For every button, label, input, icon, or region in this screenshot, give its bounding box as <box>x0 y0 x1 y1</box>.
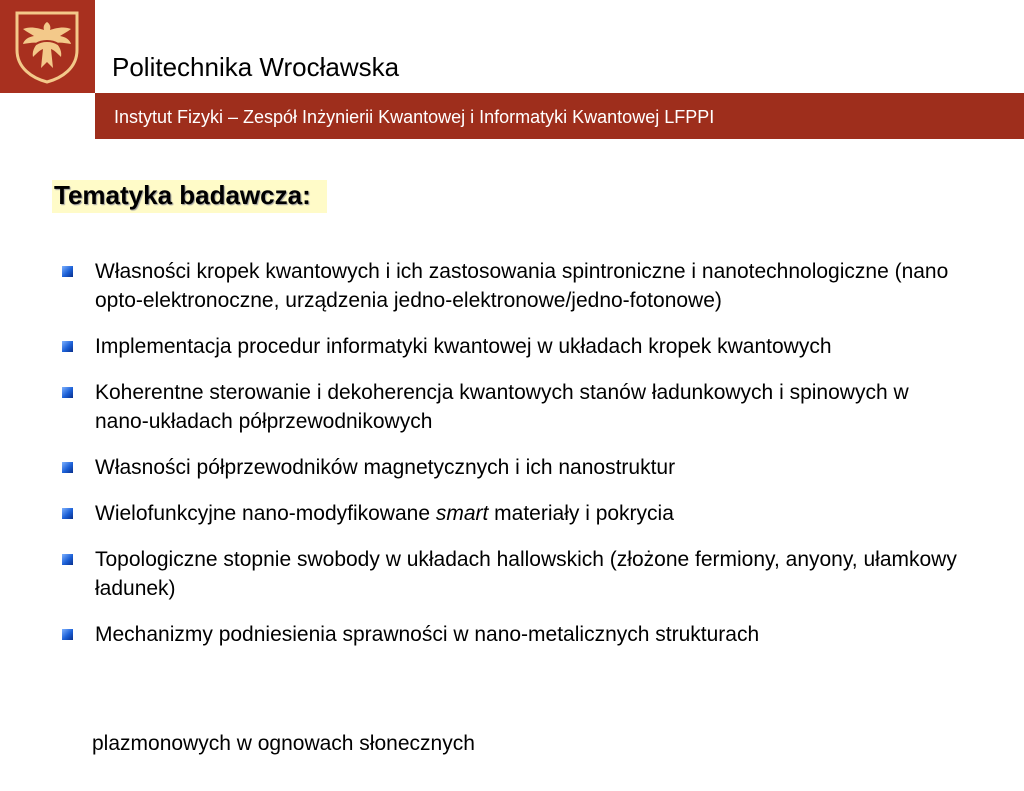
list-item-text-end: materiały i pokrycia <box>488 502 674 525</box>
list-item-text: Własności półprzewodników magnetycznych i ich nanostruktur <box>95 456 676 479</box>
section-title: Tematyka badawcza: <box>52 180 327 213</box>
list-item <box>62 378 962 436</box>
bullet-square-icon <box>62 341 73 352</box>
list-item-text-italic: smart <box>435 502 489 525</box>
list-item <box>62 257 962 315</box>
list-item <box>62 332 962 361</box>
list-item <box>62 620 962 649</box>
list-item-text: Mechanizmy podniesienia sprawności w nano-metalicznych strukturach <box>95 623 760 646</box>
banner-text: Instytut Fizyki – Zespół Inżynierii Kwantowej i Informatyki Kwantowej LFPPI <box>114 107 715 127</box>
continuation-text: plazmonowych w ognowach słonecznych <box>92 732 475 755</box>
institute-banner <box>95 93 1024 139</box>
eagle-crest-icon <box>14 10 80 84</box>
organization-name: Politechnika Wrocławska <box>112 52 400 82</box>
list-item <box>62 453 962 482</box>
bullet-square-icon <box>62 387 73 398</box>
list-item <box>62 545 962 603</box>
bullet-square-icon <box>62 629 73 640</box>
list-item-text: Koherentne sterowanie i dekoherencja kwantowych stanów ładunkowych i spinowych w nano-układach półprzewodnikowych <box>95 381 909 433</box>
research-topics-list <box>62 257 962 666</box>
list-item-text: Implementacja procedur informatyki kwantowej w układach kropek kwantowych <box>95 335 832 358</box>
university-logo <box>0 0 95 93</box>
bullet-square-icon <box>62 462 73 473</box>
list-item <box>62 499 962 528</box>
bullet-square-icon <box>62 266 73 277</box>
bullet-square-icon <box>62 554 73 565</box>
list-item-text: Topologiczne stopnie swobody w układach hallowskich (złożone fermiony, anyony, ułamkowy ładunek) <box>95 548 957 600</box>
list-item-text-start: Wielofunkcyjne nano-modyfikowane <box>95 502 436 525</box>
list-item-text: Własności kropek kwantowych i ich zastosowania spintroniczne i nanotechnologiczne (nano opto-elektronoczne, urządzenia jedno-elektronowe/jedno-fotonowe) <box>95 260 949 312</box>
bullet-square-icon <box>62 508 73 519</box>
